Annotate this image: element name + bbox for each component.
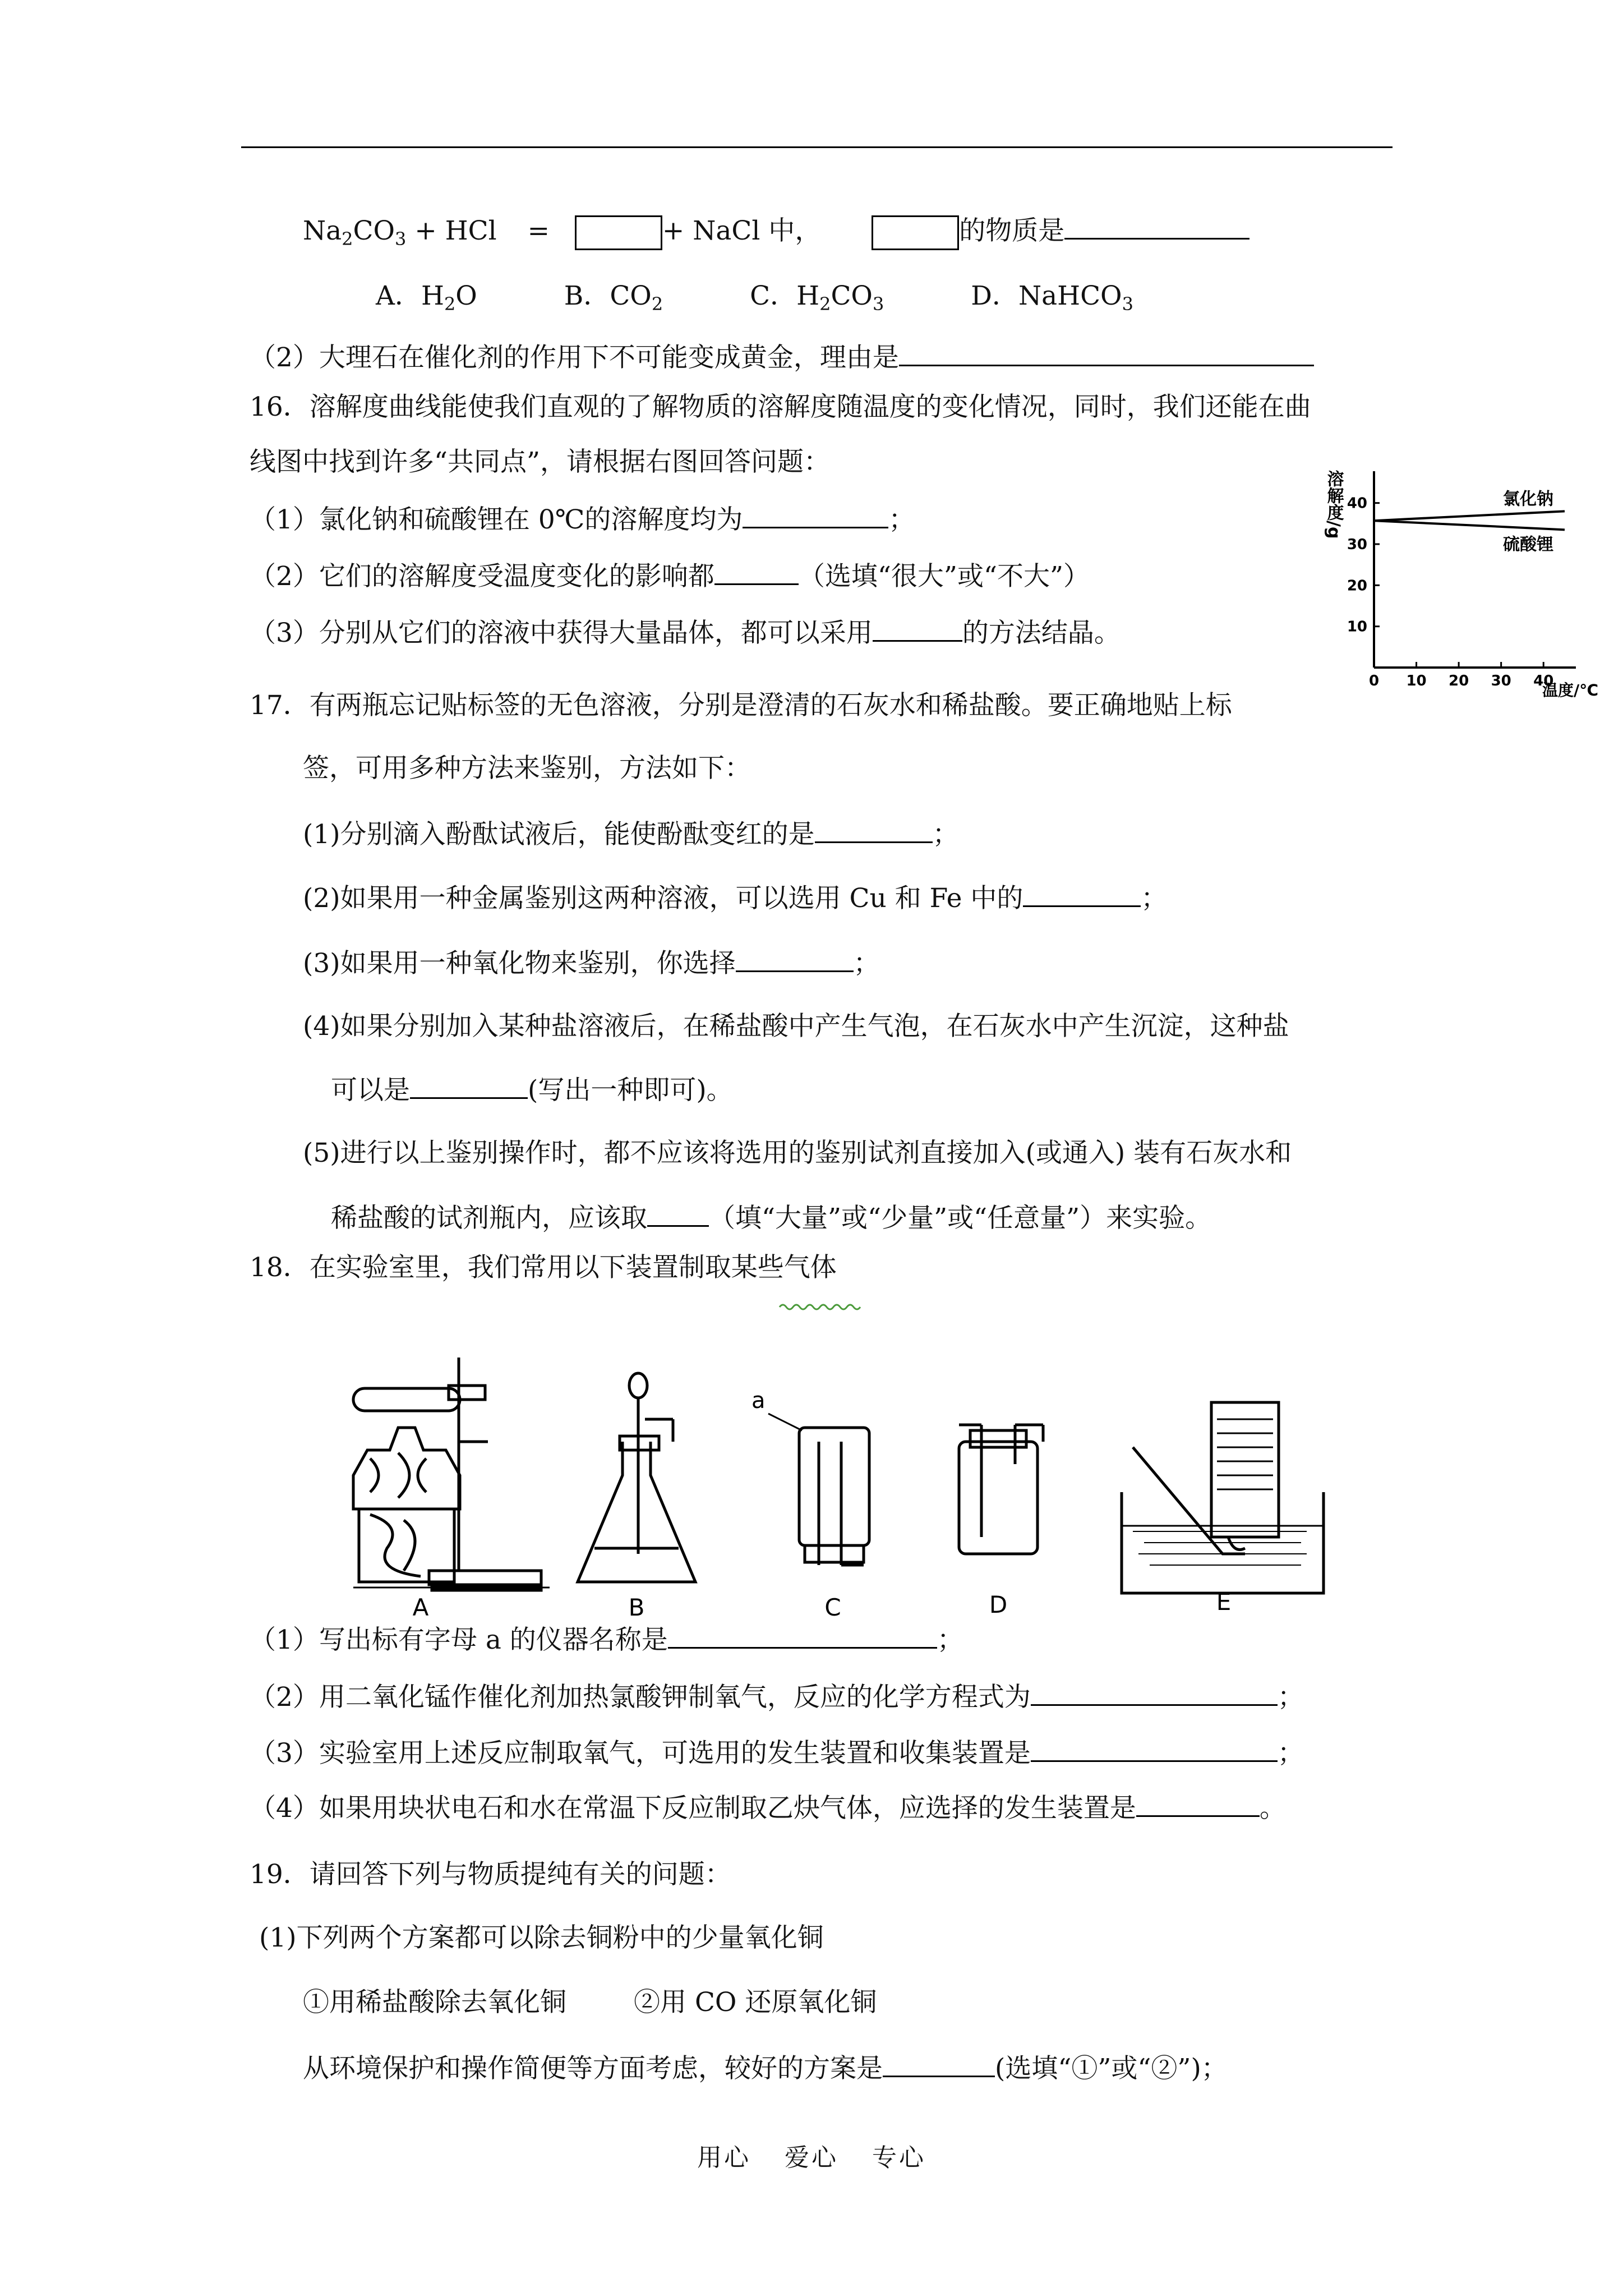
question-text: （选填“很大”或“不大”） bbox=[798, 561, 1090, 592]
answer-blank[interactable] bbox=[873, 615, 962, 642]
q19-part1: (1)下列两个方案都可以除去铜粉中的少量氧化铜 bbox=[259, 1922, 824, 1953]
footer-word: 专心 bbox=[872, 2143, 926, 2172]
q16-stem-1: 16．溶解度曲线能使我们直观的了解物质的溶解度随温度的变化情况，同时，我们还能在曲 bbox=[250, 392, 1311, 422]
question-text: （1）写出标有字母 a 的仪器名称是 bbox=[250, 1625, 668, 1655]
label-a: a bbox=[751, 1388, 766, 1414]
punct: ； bbox=[853, 948, 880, 979]
label-B: B bbox=[628, 1594, 645, 1621]
question-text: 的方法结晶。 bbox=[962, 618, 1121, 648]
answer-box-2[interactable] bbox=[872, 215, 959, 250]
question-text: (选填“①”或“②”)； bbox=[995, 2053, 1228, 2084]
answer-blank[interactable] bbox=[899, 340, 1314, 366]
punct: 。 bbox=[1259, 1793, 1286, 1824]
q17-part2 bbox=[303, 881, 1167, 915]
q17-part4b bbox=[331, 1073, 733, 1107]
equation-line bbox=[303, 213, 1249, 256]
answer-blank[interactable] bbox=[1031, 1680, 1278, 1706]
q15-part2 bbox=[250, 340, 1314, 375]
page-footer bbox=[0, 2137, 1623, 2173]
q17-part5a: (5)进行以上鉴别操作时，都不应该将选用的鉴别试剂直接加入(或通入) 装有石灰水和 bbox=[303, 1138, 1292, 1168]
punct: ； bbox=[1277, 1738, 1304, 1769]
q18-part1 bbox=[250, 1622, 963, 1657]
q17-stem-1: 17．有两瓶忘记贴标签的无色溶液，分别是澄清的石灰水和稀盐酸。要正确地贴上标 bbox=[250, 690, 1232, 721]
footer-word: 爱心 bbox=[785, 2143, 838, 2172]
question-text: 可以是 bbox=[331, 1075, 410, 1106]
answer-blank[interactable] bbox=[1064, 213, 1249, 240]
question-text: （4）如果用块状电石和水在常温下反应制取乙炔气体，应选择的发生装置是 bbox=[250, 1793, 1136, 1824]
answer-blank[interactable] bbox=[1136, 1791, 1260, 1817]
footer-word: 用心 bbox=[697, 2143, 751, 2172]
q18-part3 bbox=[250, 1736, 1304, 1770]
spellcheck-squiggle bbox=[780, 1305, 860, 1309]
choice-b[interactable]: B．$CO_2$ bbox=[564, 280, 663, 315]
answer-blank[interactable] bbox=[743, 502, 888, 528]
formula-part: + HCl bbox=[406, 215, 497, 246]
label-D: D bbox=[989, 1591, 1008, 1618]
question-text: 从环境保护和操作简便等方面考虑，较好的方案是 bbox=[303, 2053, 883, 2084]
q16-part1 bbox=[250, 502, 915, 537]
chart-y-tick-label: 30 bbox=[1347, 536, 1367, 553]
chart-x-tick-label: 10 bbox=[1406, 673, 1427, 689]
q17-part4a: (4)如果分别加入某种盐溶液后，在稀盐酸中产生气泡，在石灰水中产生沉淀，这种盐 bbox=[303, 1011, 1289, 1042]
punct: ； bbox=[1277, 1682, 1304, 1713]
answer-blank[interactable] bbox=[647, 1200, 709, 1227]
apparatus-c bbox=[751, 1388, 869, 1565]
chart-ylabel: 溶解度/g bbox=[1324, 470, 1344, 539]
chart-series-line bbox=[1374, 511, 1565, 521]
answer-blank[interactable] bbox=[736, 946, 854, 972]
question-text: (3)如果用一种氧化物来鉴别，你选择 bbox=[303, 948, 736, 979]
answer-blank[interactable] bbox=[410, 1073, 528, 1099]
punct: ； bbox=[1141, 883, 1168, 914]
chart-y-tick-label: 20 bbox=[1347, 577, 1367, 595]
apparatus-e bbox=[1122, 1402, 1324, 1593]
answer-box-1[interactable] bbox=[575, 215, 662, 250]
choice-a[interactable]: A．$H_2O$ bbox=[376, 280, 477, 315]
option-1: ①用稀盐酸除去氧化铜 bbox=[303, 1987, 566, 2018]
question-text: （3）实验室用上述反应制取氧气，可选用的发生装置和收集装置是 bbox=[250, 1738, 1031, 1769]
apparatus-b bbox=[578, 1373, 695, 1582]
apparatus-a bbox=[353, 1358, 550, 1590]
chart-series-label: 氯化钠 bbox=[1503, 489, 1553, 509]
question-text: （2）大理石在催化剂的作用下不可能变成黄金，理由是 bbox=[250, 342, 899, 373]
answer-blank[interactable] bbox=[714, 559, 799, 585]
q19-stem: 19．请回答下列与物质提纯有关的问题： bbox=[250, 1859, 731, 1890]
chart-x-tick-label: 40 bbox=[1533, 673, 1554, 689]
q17-part3 bbox=[303, 946, 880, 981]
q16-stem-2: 线图中找到许多“共同点”，请根据右图回答问题： bbox=[250, 447, 831, 477]
q18-stem: 18．在实验室里，我们常用以下装置制取某些气体 bbox=[250, 1252, 837, 1283]
q16-part2 bbox=[250, 559, 1090, 593]
chart-y-tick-label: 40 bbox=[1347, 495, 1367, 512]
q17-part5b bbox=[331, 1200, 1211, 1235]
option-2: ②用 CO 还原氧化铜 bbox=[634, 1987, 877, 2018]
chart-series-line bbox=[1374, 521, 1565, 530]
apparatus-figure bbox=[336, 1290, 1486, 1627]
choices-line bbox=[376, 279, 1212, 321]
punct: ； bbox=[888, 504, 915, 535]
question-text: 稀盐酸的试剂瓶内，应该取 bbox=[331, 1203, 647, 1234]
answer-blank[interactable] bbox=[883, 2051, 995, 2077]
answer-blank[interactable] bbox=[1023, 881, 1141, 907]
question-text: (2)如果用一种金属鉴别这两种溶液，可以选用 Cu 和 Fe 中的 bbox=[303, 883, 1023, 914]
punct: ； bbox=[937, 1625, 963, 1655]
answer-blank[interactable] bbox=[1031, 1736, 1278, 1762]
chart-y-tick-label: 10 bbox=[1347, 618, 1367, 636]
label-E: E bbox=[1216, 1588, 1232, 1616]
apparatus-d bbox=[959, 1425, 1043, 1554]
q19-options bbox=[303, 1986, 877, 2019]
subscript: 3 bbox=[395, 228, 407, 250]
chart-series-label: 硫酸锂 bbox=[1503, 535, 1553, 555]
header-rule bbox=[241, 146, 1393, 148]
q18-part4 bbox=[250, 1791, 1286, 1825]
q19-part2 bbox=[303, 2051, 1228, 2086]
formula-part: Na bbox=[303, 215, 342, 246]
q17-part1 bbox=[303, 817, 959, 852]
formula-part: CO bbox=[353, 215, 395, 246]
question-text: （填“大量”或“少量”或“任意量”）来实验。 bbox=[709, 1203, 1212, 1234]
question-text: （1）氯化钠和硫酸锂在 0℃的溶解度均为 bbox=[250, 504, 743, 535]
label-C: C bbox=[824, 1594, 841, 1621]
prompt-text: 的物质是 bbox=[959, 215, 1065, 246]
subscript: 2 bbox=[342, 228, 353, 250]
chart-x-tick-label: 30 bbox=[1491, 673, 1511, 689]
chart-x-tick-label: 0 bbox=[1368, 673, 1380, 689]
q17-stem-2: 签，可用多种方法来鉴别，方法如下： bbox=[303, 753, 751, 784]
choice-c[interactable]: C．$H_2CO_3$ bbox=[750, 280, 884, 315]
q16-part3 bbox=[250, 615, 1121, 650]
question-text: (写出一种即可)。 bbox=[528, 1075, 733, 1106]
solubility-chart bbox=[1312, 449, 1604, 707]
choice-d[interactable]: D．NaHCO$_3$ bbox=[971, 280, 1133, 315]
question-text: （2）它们的溶解度受温度变化的影响都 bbox=[250, 561, 714, 592]
answer-blank[interactable] bbox=[815, 817, 933, 843]
answer-blank[interactable] bbox=[668, 1622, 937, 1649]
equals-sign: = bbox=[527, 215, 550, 246]
punct: ； bbox=[932, 819, 959, 850]
question-text: （2）用二氧化锰作催化剂加热氯酸钾制氧气，反应的化学方程式为 bbox=[250, 1682, 1031, 1713]
question-text: （3）分别从它们的溶液中获得大量晶体，都可以采用 bbox=[250, 618, 873, 648]
chart-xlabel: 温度/℃ bbox=[1542, 681, 1599, 700]
q18-part2 bbox=[250, 1680, 1304, 1714]
chart-x-tick-label: 20 bbox=[1449, 673, 1469, 689]
question-text: (1)分别滴入酚酞试液后，能使酚酞变红的是 bbox=[303, 819, 815, 850]
formula-part: + NaCl 中， bbox=[662, 215, 822, 246]
label-A: A bbox=[412, 1594, 429, 1621]
